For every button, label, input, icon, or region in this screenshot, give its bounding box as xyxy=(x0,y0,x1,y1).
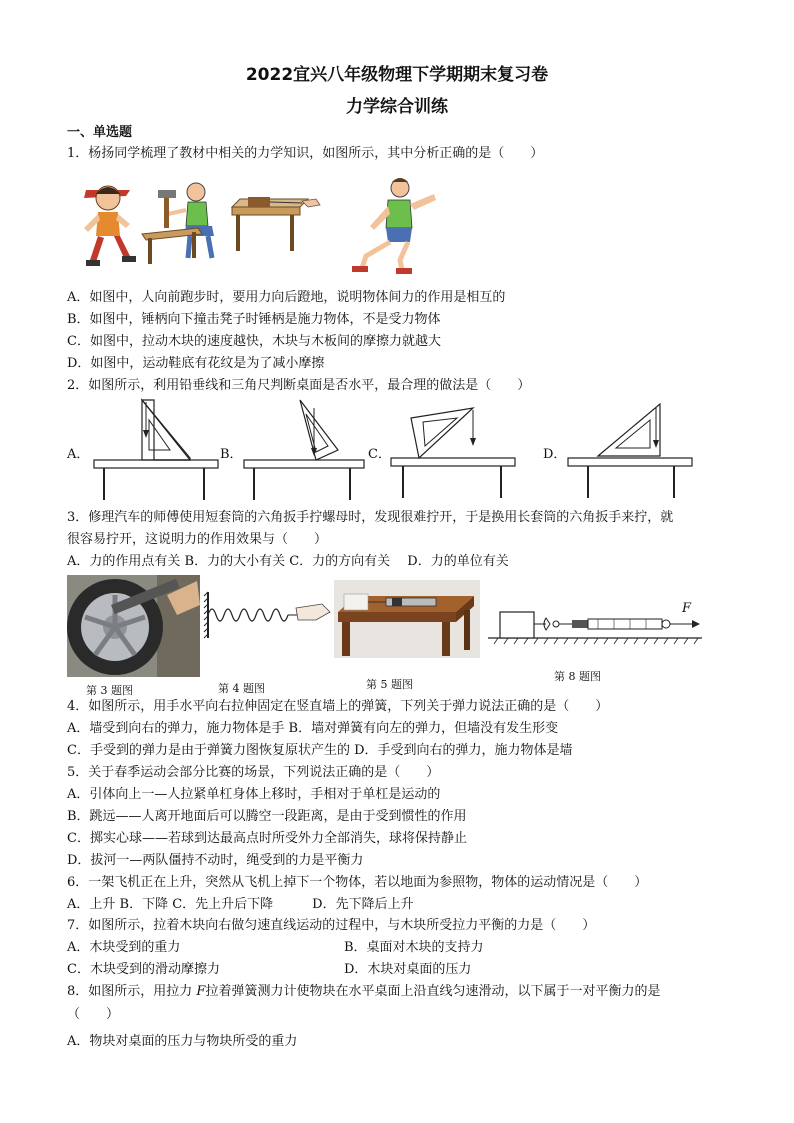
q5-block-desk-photo xyxy=(334,580,480,658)
q5-option-c: C．掷实心球——若球到达最高点时所受外力全部消失，球将保持静止 xyxy=(67,831,467,846)
figure-8-caption: 第 8 题图 xyxy=(554,670,601,683)
q8-stem-post: 拉着弹簧测力计使物块在水平桌面上沿直线匀速滑动，以下属于一对平衡力的是 xyxy=(205,984,661,999)
exam-title: 2022宜兴八年级物理下学期期末复习卷 xyxy=(245,65,549,85)
q2-option-d-figure xyxy=(566,402,694,502)
q2-label-a: A． xyxy=(67,447,90,462)
q1-runner-figure xyxy=(68,172,148,272)
figure-5-caption: 第 5 题图 xyxy=(366,678,413,691)
q4-stem: 4．如图所示，用手水平向右拉伸固定在竖直墙上的弹簧，下列关于弹力说法正确的是（ ） xyxy=(67,699,609,714)
q7-option-d: D．木块对桌面的压力 xyxy=(344,962,472,977)
q1-hammer-bench-figure xyxy=(138,176,228,268)
force-f-label: F xyxy=(682,601,692,616)
q4-options-line2: C．手受到的弹力是由于弹簧力图恢复原状产生的 D．手受到向右的弹力，施力物体是墙 xyxy=(67,743,573,758)
q4-options-line1: A．墙受到向右的弹力，施力物体是手 B．墙对弹簧有向左的弹力，但墙没有发生形变 xyxy=(67,721,559,736)
q7-option-a: A．木块受到的重力 xyxy=(67,940,181,955)
q8-stem-pre: 8．如图所示，用拉力 xyxy=(67,984,197,999)
figure-3-caption: 第 3 题图 xyxy=(86,684,133,697)
q5-option-b: B．跳远——人离开地面后可以腾空一段距离，是由于受到惯性的作用 xyxy=(67,809,467,824)
q2-label-d: D． xyxy=(543,447,567,462)
q8-stem-line2: （ ） xyxy=(67,1007,120,1022)
q2-label-c: C． xyxy=(368,447,391,462)
q1-option-c: C．如图中，拉动木块的速度越快，木块与木板间的摩擦力就越大 xyxy=(67,334,441,349)
q2-option-b-figure xyxy=(242,398,366,502)
q5-option-d: D．拔河一—两队僵持不动时，绳受到的力是平衡力 xyxy=(67,853,364,868)
q3-stem-line1: 3．修理汽车的师傅使用短套筒的六角扳手拧螺母时，发现很难拧开，于是换用长套筒的六角扳手来拧，就 xyxy=(67,510,674,525)
q2-label-b: B． xyxy=(220,447,243,462)
q3-wrench-wheel-photo xyxy=(67,575,200,677)
q5-stem: 5．关于春季运动会部分比赛的场景，下列说法正确的是（ ） xyxy=(67,765,440,780)
q2-option-c-figure xyxy=(389,404,517,502)
q2-stem: 2．如图所示，利用铅垂线和三角尺判断桌面是否水平，最合理的做法是（ ） xyxy=(67,378,531,393)
q8-option-a: A．物块对桌面的压力与物块所受的重力 xyxy=(67,1034,298,1049)
q8-stem xyxy=(67,983,660,1001)
q1-option-b: B．如图中，锤柄向下撞击凳子时锤柄是施力物体，不是受力物体 xyxy=(67,312,441,327)
q8-block-spring-balance-figure xyxy=(488,600,706,646)
q3-stem-line2: 很容易拧开，这说明力的作用效果与（ ） xyxy=(67,532,328,547)
q1-running-man-figure xyxy=(338,176,444,276)
q5-option-a: A．引体向上一—人拉紧单杠身体上移时，手相对于单杠是运动的 xyxy=(67,787,441,802)
q8-stem-f: F xyxy=(196,984,206,999)
q3-options: A．力的作用点有关 B．力的大小有关 C．力的方向有关 D．力的单位有关 xyxy=(67,554,509,569)
q6-stem: 6．一架飞机正在上升，突然从飞机上掉下一个物体，若以地面为参照物，物体的运动情况是（ ） xyxy=(67,875,648,890)
q7-option-b: B．桌面对木块的支持力 xyxy=(344,940,484,955)
q2-option-a-figure xyxy=(92,398,220,502)
q1-option-a: A．如图中，人向前跑步时，要用力向后蹬地，说明物体间力的作用是相互的 xyxy=(67,290,506,305)
figure-4-caption: 第 4 题图 xyxy=(218,682,265,695)
q7-stem: 7．如图所示，拉着木块向右做匀速直线运动的过程中，与木块所受拉力平衡的力是（ ） xyxy=(67,918,596,933)
q7-option-c: C．木块受到的滑动摩擦力 xyxy=(67,962,220,977)
section-heading: 一、单选题 xyxy=(67,125,133,140)
q1-stem: 1．杨扬同学梳理了教材中相关的力学知识，如图所示，其中分析正确的是（ ） xyxy=(67,146,544,161)
q6-options: A．上升 B．下降 C．先上升后下降 D．先下降后上升 xyxy=(67,897,414,912)
q1-option-d: D．如图中，运动鞋底有花纹是为了减小摩擦 xyxy=(67,356,325,371)
q1-block-board-figure xyxy=(230,195,322,255)
q4-spring-wall-figure xyxy=(204,590,332,640)
exam-subtitle: 力学综合训练 xyxy=(346,97,448,117)
